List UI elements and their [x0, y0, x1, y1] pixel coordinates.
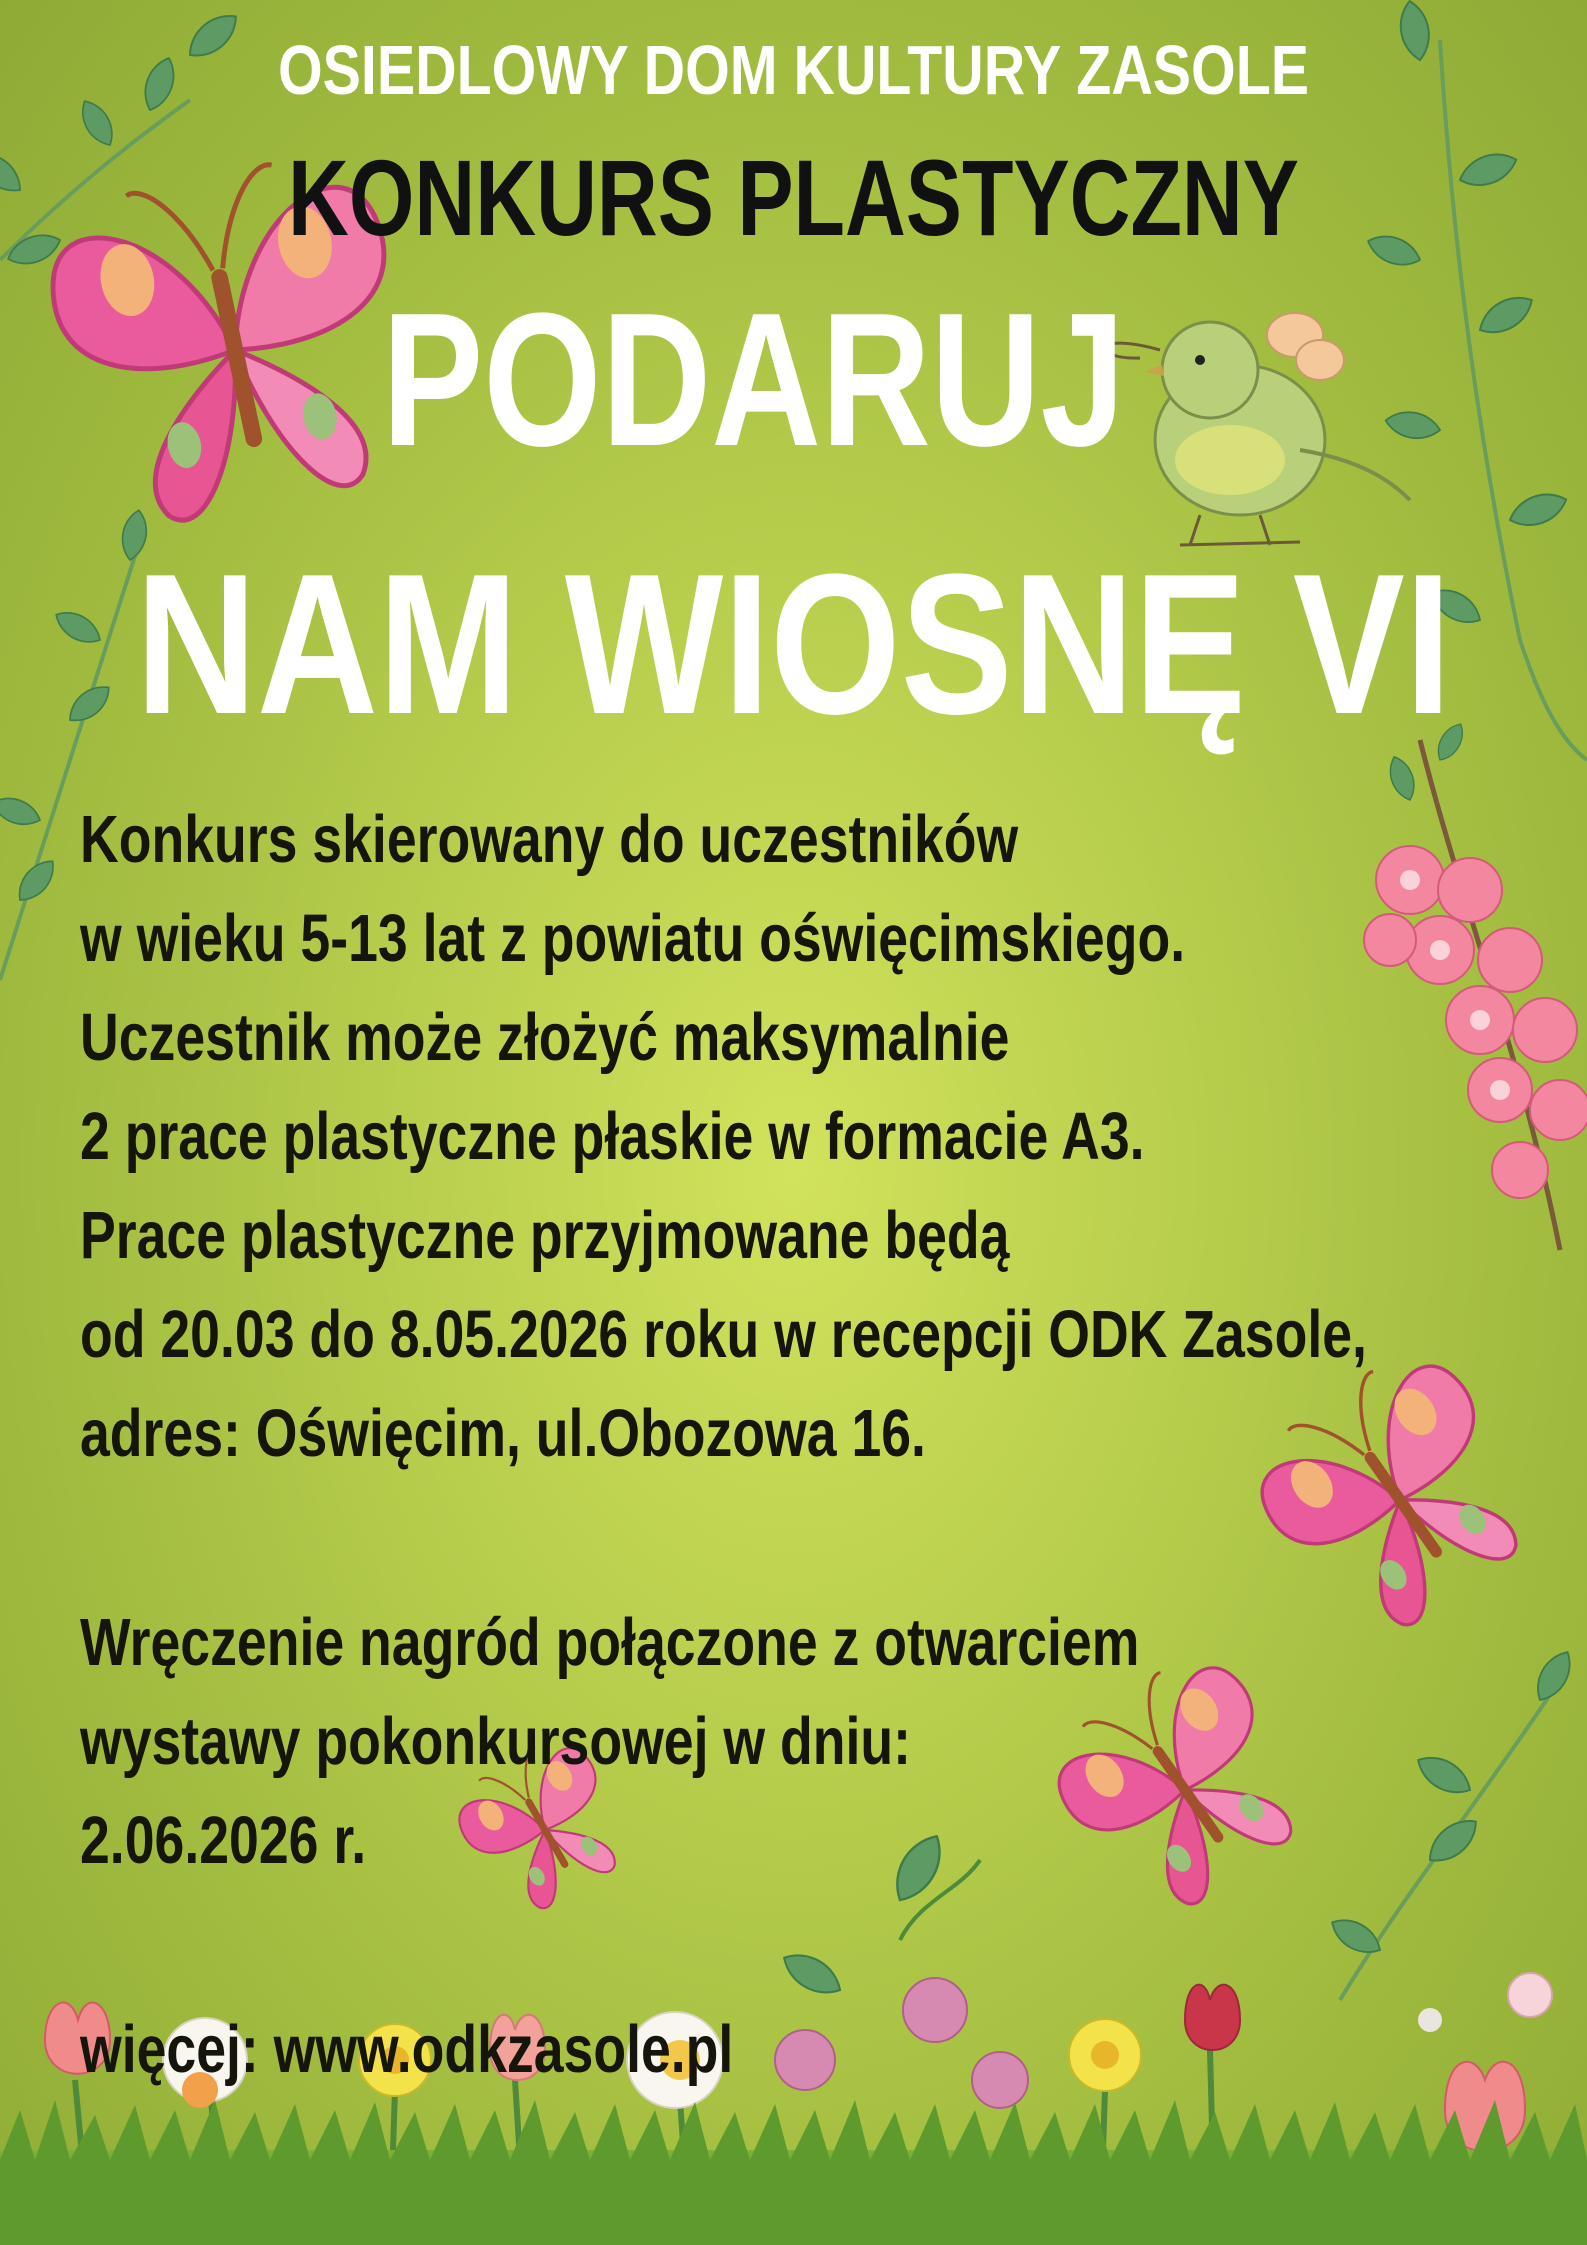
butterfly-icon	[1235, 1334, 1558, 1656]
awards-line: Wręczenie nagród połączone z otwarciem	[80, 1605, 1140, 1680]
title-line-2: NAM WIOSNĘ VI	[135, 533, 1452, 756]
contest-description	[80, 790, 1367, 2099]
description-line: Konkurs skierowany do uczestników	[80, 802, 1019, 877]
grass-icon	[0, 2100, 1587, 2245]
flower-icon	[1418, 1973, 1552, 2032]
title-line-1: PODARUJ	[381, 274, 1126, 486]
spacer	[80, 1483, 1264, 1593]
description-line: w wieku 5-13 lat z powiatu oświęcimskiego.	[80, 901, 1186, 976]
awards-date: 2.06.2026 r.	[80, 1803, 367, 1878]
flower-branch-icon	[1364, 719, 1587, 1250]
website-link[interactable]: więcej: www.odkzasole.pl	[80, 2012, 734, 2087]
organizer-name: OSIEDLOWY DOM KULTURY ZASOLE	[277, 31, 1310, 109]
description-line: adres: Oświęcim, ul.Obozowa 16.	[80, 1396, 926, 1471]
awards-line: wystawy pokonkursowej w dniu:	[80, 1704, 911, 1779]
description-line: od 20.03 do 8.05.2026 roku w recepcji ODK Zasole,	[80, 1297, 1367, 1372]
leaf-vine-icon	[1326, 1646, 1579, 2000]
description-line: 2 prace plastyczne płaskie w formacie A3.	[80, 1099, 1145, 1174]
contest-type: KONKURS PLASTYCZNY	[288, 137, 1299, 258]
spacer	[80, 1890, 1264, 2000]
description-line: Prace plastyczne przyjmowane będą	[80, 1198, 1010, 1273]
description-line: Uczestnik może złożyć maksymalnie	[80, 1000, 1010, 1075]
